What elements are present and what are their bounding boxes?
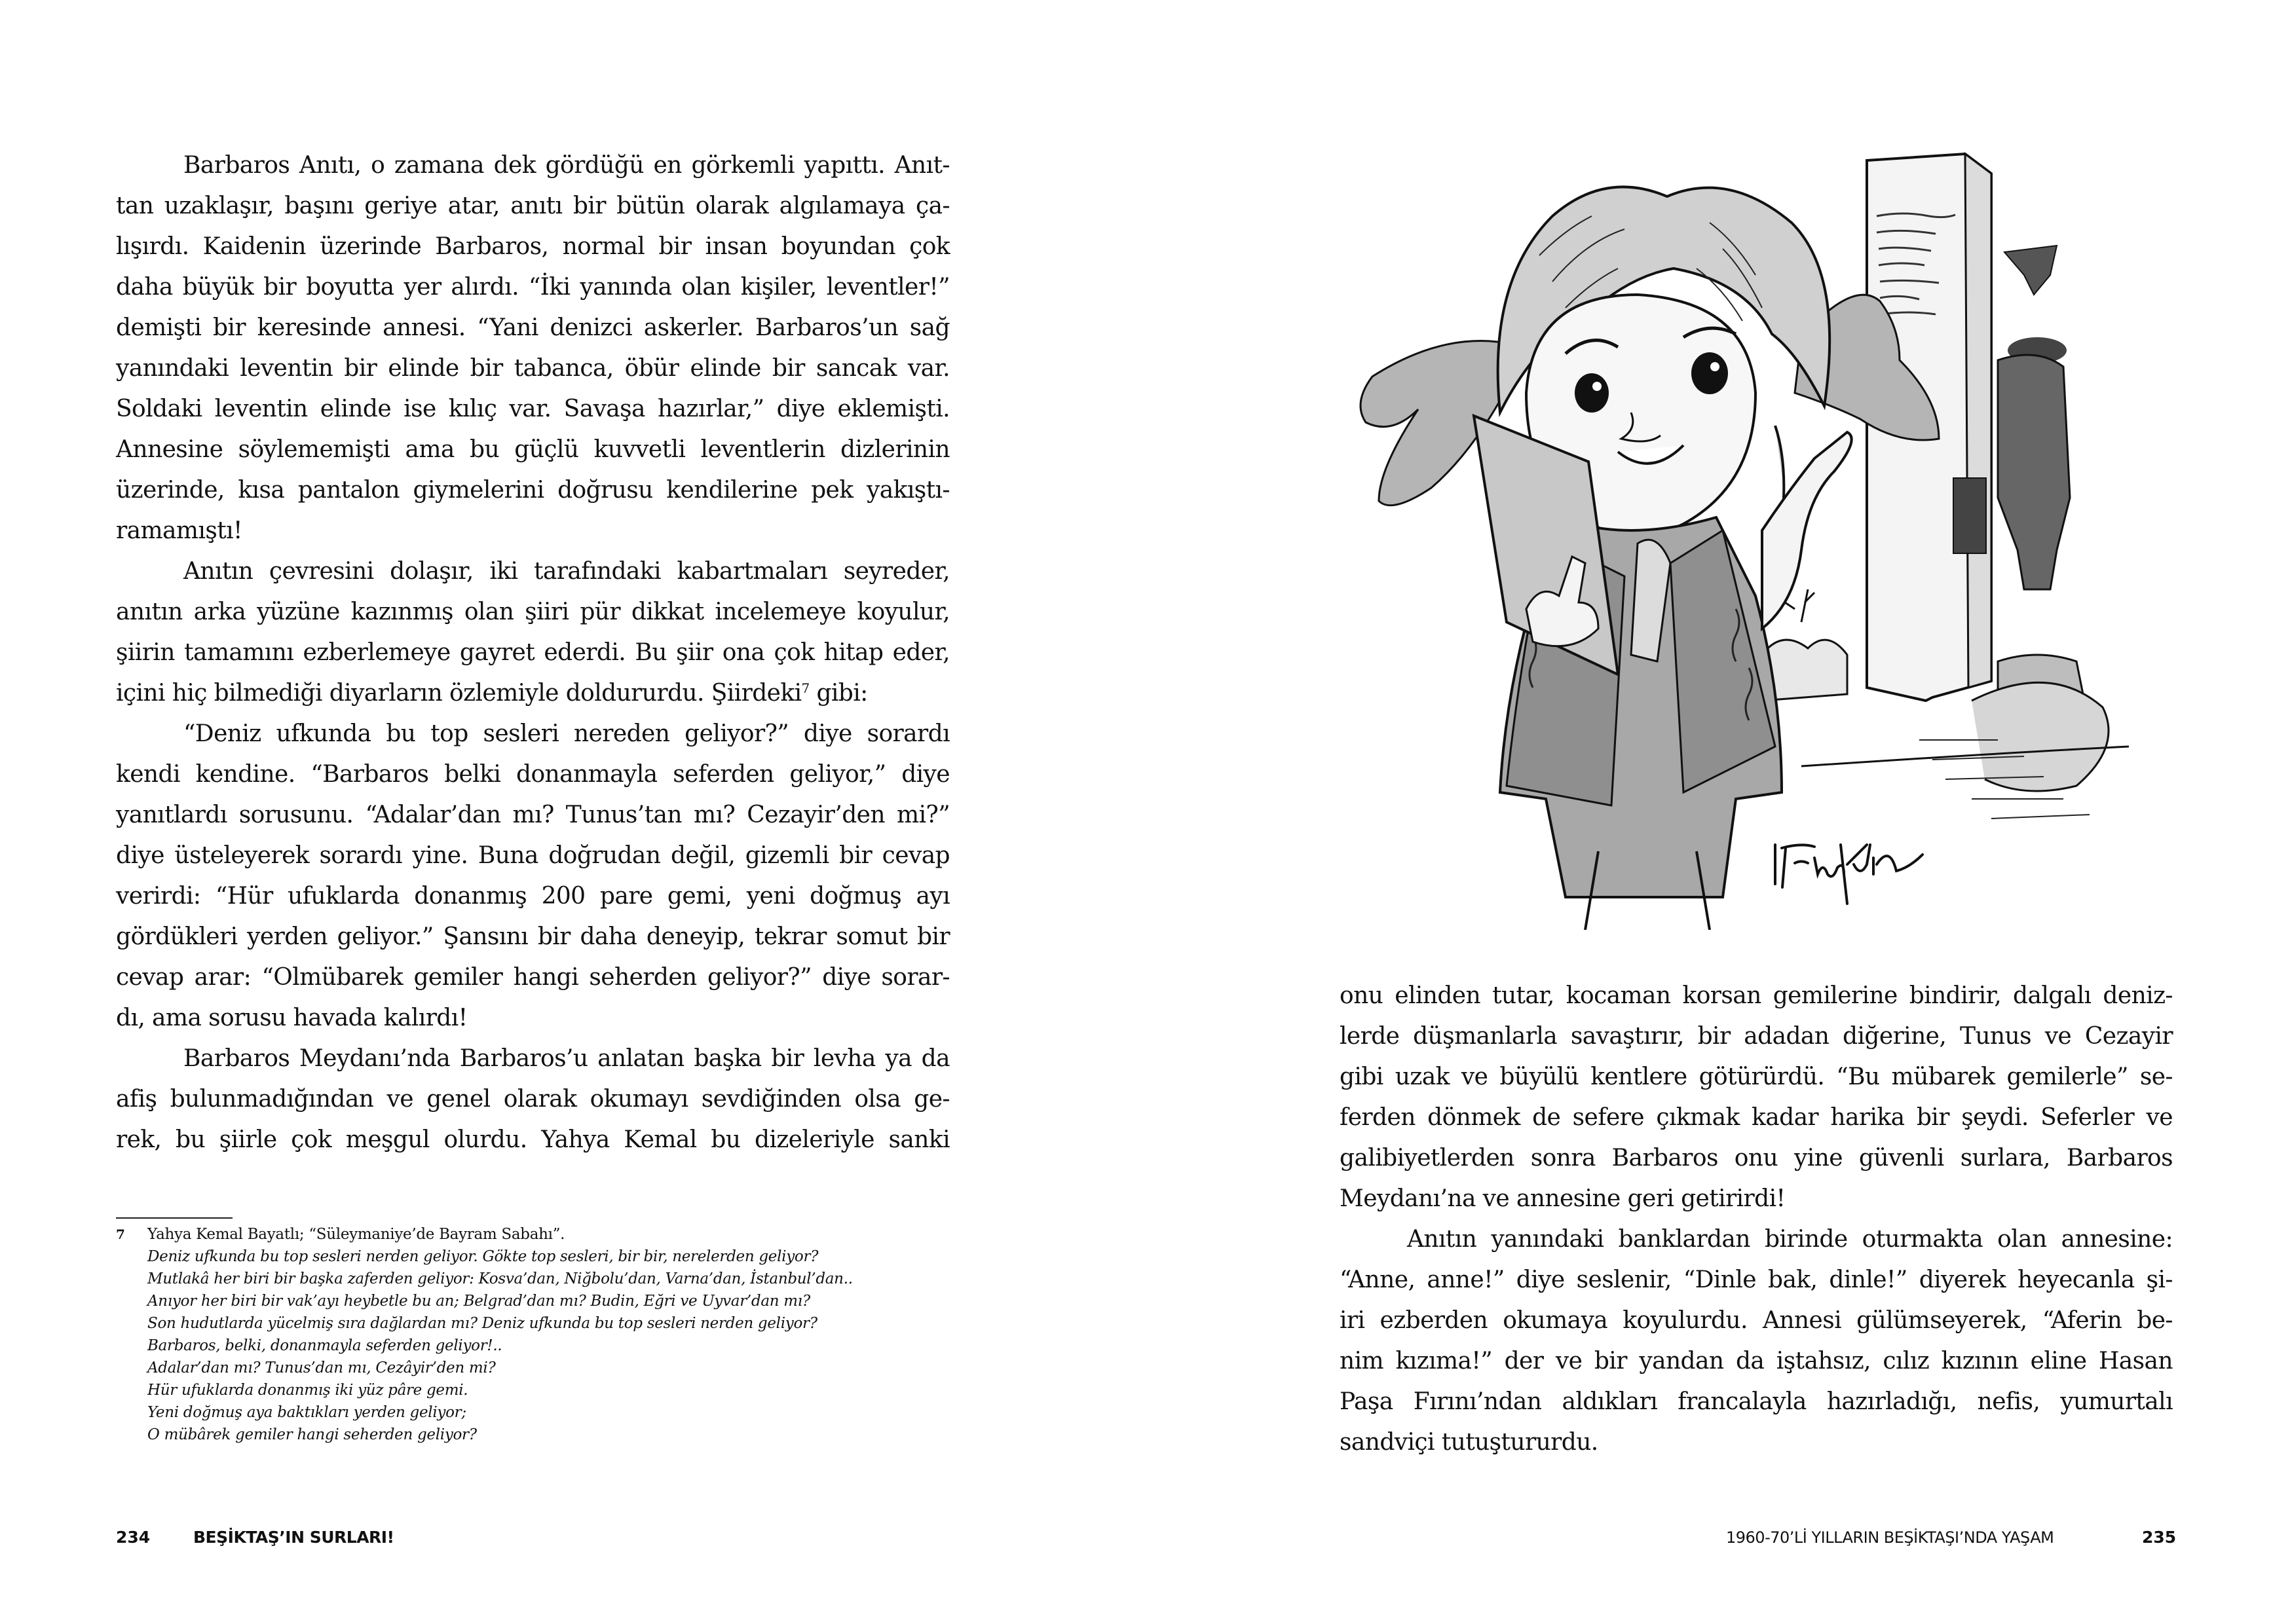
running-title: 1960-70’Lİ YILLARIN BEŞİKTAŞI’NDA YAŞAM xyxy=(1726,1528,2054,1547)
body-line: demişti bir keresinde annesi. “Yani denizci askerler. Barbaros’un sağ xyxy=(116,314,950,341)
body-line: Barbaros Anıtı, o zamana dek gördüğü en görkemli yapıttı. Anıt- xyxy=(183,152,950,179)
body-line: tan uzaklaşır, başını geriye atar, anıtı bir bütün olarak algılamaya ça- xyxy=(116,193,950,219)
footnote-verse-line: Deniz ufkunda bu top sesleri nerden geliyor. Gökte top sesleri, bir bir, nerelerden geliyor? xyxy=(147,1248,819,1265)
body-line: yanıtlardı sorusunu. “Adalar’dan mı? Tunus’tan mı? Cezayir’den mi?” xyxy=(116,802,950,828)
body-line: Anıtın çevresini dolaşır, iki tarafındaki kabartmaları seyreder, xyxy=(183,558,950,585)
body-line: Barbaros Meydanı’nda Barbaros’u anlatan başka bir levha ya da xyxy=(183,1045,950,1072)
body-line: dı, ama sorusu havada kalırdı! xyxy=(116,1005,468,1031)
body-line: verirdi: “Hür ufuklarda donanmış 200 pare gemi, yeni doğmuş ayı xyxy=(116,883,950,910)
body-text: gibi: xyxy=(809,680,868,707)
body-line: galibiyetlerden sonra Barbaros onu yine güvenli surlara, Barbaros xyxy=(1340,1145,2173,1172)
footnote-verse-line: Mutlakâ her biri bir başka zaferden geliyor: Kosva’dan, Niğbolu’dan, Varna’dan, İstanbul’dan.. xyxy=(147,1270,853,1287)
body-line: kendi kendine. “Barbaros belki donanmayla seferden geliyor,” diye xyxy=(116,761,950,788)
body-text: içini hiç bilmediği diyarların özlemiyle doldururdu. Şiirdeki xyxy=(116,680,802,707)
footnote-citation: Yahya Kemal Bayatlı; “Süleymaniye’de Bayram Sabahı”. xyxy=(147,1226,565,1243)
body-line: daha büyük bir boyutta yer alırdı. “İki yanında olan kişiler, leventler!” xyxy=(116,274,950,301)
footnote-verse-line: Anıyor her biri bir vak’ayı heybetle bu an; Belgrad’dan mı? Budin, Eğri ve Uyvar’dan mı? xyxy=(147,1293,810,1310)
body-line: afiş bulunmadığından ve genel olarak okumayı sevdiğinden olsa ge- xyxy=(116,1086,950,1113)
right-page xyxy=(1145,0,2290,1624)
body-line: gördükleri yerden geliyor.” Şansını bir daha deneyip, tekrar somut bir xyxy=(116,923,950,950)
body-line: rek, bu şiirle çok meşgul olurdu. Yahya Kemal bu dizeleriyle sanki xyxy=(116,1126,950,1153)
footnote-verse-line: Hür ufuklarda donanmış iki yüz pâre gemi. xyxy=(147,1382,468,1399)
body-line: ferden dönmek de sefere çıkmak kadar harika bir şeydi. Seferler ve xyxy=(1340,1104,2173,1131)
footnote-rule xyxy=(116,1217,233,1219)
footnote-verse-line: O mübârek gemiler hangi seherden geliyor? xyxy=(147,1426,477,1443)
body-line: anıtın arka yüzüne kazınmış olan şiiri pür dikkat incelemeye koyulur, xyxy=(116,599,950,625)
body-line: şiirin tamamını ezberlemeye gayret ederdi. Bu şiir ona çok hitap eder, xyxy=(116,639,950,666)
page-number: 234 xyxy=(116,1528,151,1547)
body-line: ramamıştı! xyxy=(116,517,242,544)
footnote-verse-line: Adalar’dan mı? Tunus’dan mı, Cezâyir’den mi? xyxy=(147,1359,496,1376)
body-line: “Deniz ufkunda bu top sesleri nereden geliyor?” diye sorardı xyxy=(183,720,950,747)
footnote-reference[interactable]: 7 xyxy=(801,680,810,696)
body-line: Soldaki leventin elinde ise kılıç var. Savaşa hazırlar,” diye eklemişti. xyxy=(116,396,950,422)
body-line: cevap arar: “Olmübarek gemiler hangi seherden geliyor?” diye sorar- xyxy=(116,964,950,991)
body-line: üzerinde, kısa pantalon giymelerini doğrusu kendilerine pek yakıştı- xyxy=(116,477,950,504)
body-line: “Anne, anne!” diye seslenir, “Dinle bak, dinle!” diyerek heyecanla şi- xyxy=(1340,1266,2173,1293)
page-number: 235 xyxy=(2142,1528,2177,1547)
illustration-girl-reading-at-monument xyxy=(1343,111,2129,930)
body-line: Anıtın yanındaki banklardan birinde oturmakta olan annesine: xyxy=(1407,1226,2173,1253)
footnote-verse-line: Son hudutlarda yücelmiş sıra dağlardan mı? Deniz ufkunda bu top sesleri nerden geliyor? xyxy=(147,1315,817,1332)
body-line: lışırdı. Kaidenin üzerinde Barbaros, normal bir insan boyundan çok xyxy=(116,233,950,260)
body-line: lerde düşmanlarla savaştırır, bir adadan diğerine, Tunus ve Cezayir xyxy=(1340,1023,2173,1050)
footnote-verse-line: Yeni doğmuş aya baktıkları yerden geliyor; xyxy=(147,1404,466,1421)
body-line: diye üsteleyerek sorardı yine. Buna doğrudan değil, gizemli bir cevap xyxy=(116,842,950,869)
body-line xyxy=(116,673,950,714)
body-line: sandviçi tutuştururdu. xyxy=(1340,1429,1598,1456)
body-line: Paşa Fırını’ndan aldıkları francalayla hazırladığı, nefis, yumurtalı xyxy=(1340,1388,2173,1415)
signature-icon xyxy=(1775,845,1923,904)
body-line: iri ezberden okumaya koyulurdu. Annesi gülümseyerek, “Aferin be- xyxy=(1340,1307,2173,1334)
body-line: Annesine söylememişti ama bu güçlü kuvvetli leventlerin dizlerinin xyxy=(116,436,950,463)
body-line: gibi uzak ve büyülü kentlere götürürdü. “Bu mübarek gemilerle” se- xyxy=(1340,1063,2173,1090)
footnote-verse-line: Barbaros, belki, donanmayla seferden geliyor!.. xyxy=(147,1337,502,1354)
body-line: yanındaki leventin bir elinde bir tabanca, öbür elinde bir sancak var. xyxy=(116,355,950,382)
body-line: nim kızıma!” der ve bir yandan da iştahsız, cılız kızının eline Hasan xyxy=(1340,1348,2173,1375)
footnote-number: 7 xyxy=(116,1227,125,1242)
body-line: Meydanı’na ve annesine geri getirirdi! xyxy=(1340,1185,1786,1212)
body-line: onu elinden tutar, kocaman korsan gemilerine bindirir, dalgalı deniz- xyxy=(1340,982,2173,1009)
running-title: BEŞİKTAŞ’IN SURLARI! xyxy=(193,1528,394,1547)
